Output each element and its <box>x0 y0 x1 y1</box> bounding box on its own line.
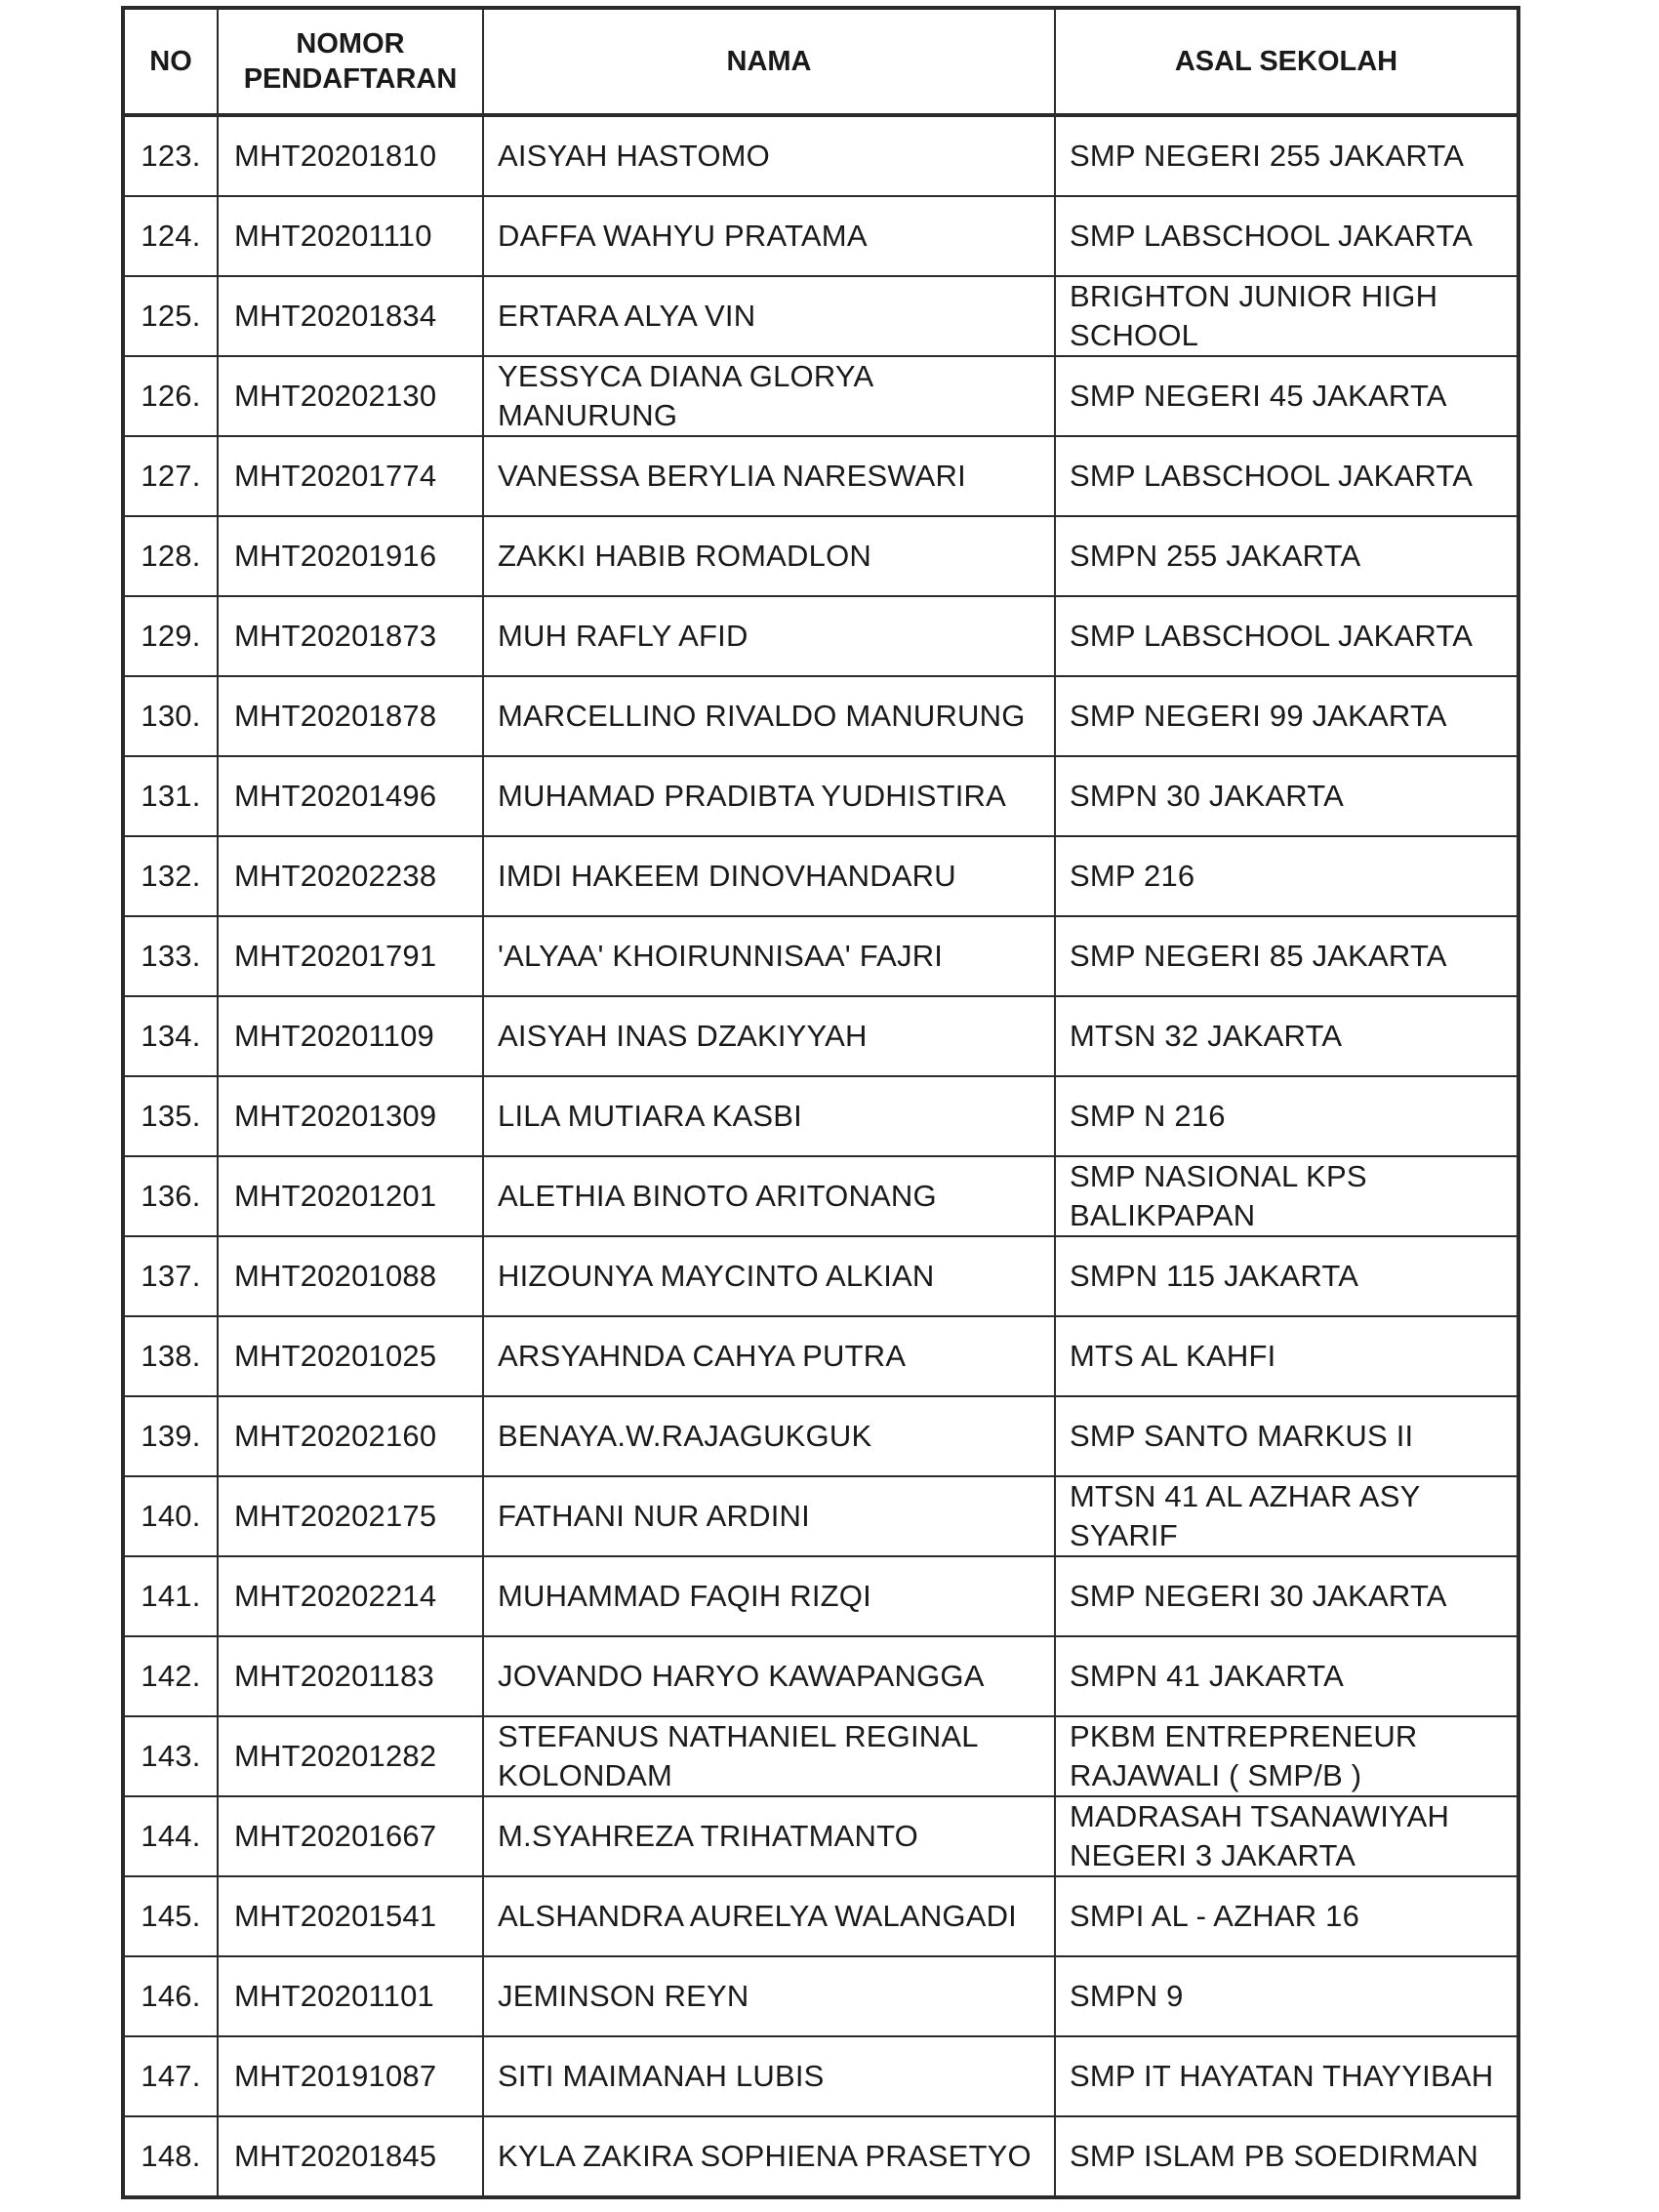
table-row <box>123 1796 1518 1876</box>
cell-no: 143. <box>123 1716 218 1796</box>
header-nomor-pendaftaran: NOMOR PENDAFTARAN <box>218 8 483 115</box>
cell-nama: STEFANUS NATHANIEL REGINAL KOLONDAM <box>483 1716 1055 1796</box>
table-row <box>123 516 1518 596</box>
table-row <box>123 1156 1518 1236</box>
cell-nomor-pendaftaran: MHT20202130 <box>218 356 483 436</box>
cell-no: 130. <box>123 676 218 756</box>
cell-asal-sekolah: MTSN 41 AL AZHAR ASY SYARIF <box>1055 1476 1518 1556</box>
cell-no: 128. <box>123 516 218 596</box>
cell-nama: VANESSA BERYLIA NARESWARI <box>483 436 1055 516</box>
header-nama: NAMA <box>483 8 1055 115</box>
cell-nama: HIZOUNYA MAYCINTO ALKIAN <box>483 1236 1055 1316</box>
table-row <box>123 1396 1518 1476</box>
cell-nomor-pendaftaran: MHT20201496 <box>218 756 483 836</box>
table-header <box>123 8 1518 115</box>
cell-asal-sekolah: SMP NASIONAL KPS BALIKPAPAN <box>1055 1156 1518 1236</box>
cell-asal-sekolah: SMP N 216 <box>1055 1076 1518 1156</box>
table-row <box>123 1076 1518 1156</box>
cell-nomor-pendaftaran: MHT20201791 <box>218 916 483 996</box>
cell-asal-sekolah: MTSN 32 JAKARTA <box>1055 996 1518 1076</box>
cell-nama: ALETHIA BINOTO ARITONANG <box>483 1156 1055 1236</box>
cell-nama: ARSYAHNDA CAHYA PUTRA <box>483 1316 1055 1396</box>
cell-nomor-pendaftaran: MHT20191087 <box>218 2036 483 2116</box>
cell-nama: JOVANDO HARYO KAWAPANGGA <box>483 1636 1055 1716</box>
cell-no: 138. <box>123 1316 218 1396</box>
cell-nama: FATHANI NUR ARDINI <box>483 1476 1055 1556</box>
table-row <box>123 1636 1518 1716</box>
cell-nomor-pendaftaran: MHT20202214 <box>218 1556 483 1636</box>
table-row <box>123 1236 1518 1316</box>
cell-asal-sekolah: MTS AL KAHFI <box>1055 1316 1518 1396</box>
cell-nomor-pendaftaran: MHT20201810 <box>218 115 483 196</box>
cell-nama: BENAYA.W.RAJAGUKGUK <box>483 1396 1055 1476</box>
cell-asal-sekolah: SMP LABSCHOOL JAKARTA <box>1055 196 1518 276</box>
cell-asal-sekolah: SMPN 41 JAKARTA <box>1055 1636 1518 1716</box>
cell-nama: MUHAMMAD FAQIH RIZQI <box>483 1556 1055 1636</box>
header-asal-sekolah: ASAL SEKOLAH <box>1055 8 1518 115</box>
cell-nomor-pendaftaran: MHT20201282 <box>218 1716 483 1796</box>
cell-nama: AISYAH HASTOMO <box>483 115 1055 196</box>
table-row <box>123 1716 1518 1796</box>
cell-asal-sekolah: SMPI AL - AZHAR 16 <box>1055 1876 1518 1956</box>
table-row <box>123 1316 1518 1396</box>
cell-no: 126. <box>123 356 218 436</box>
cell-no: 140. <box>123 1476 218 1556</box>
table-row <box>123 356 1518 436</box>
registration-table-container <box>121 6 1517 2199</box>
cell-no: 135. <box>123 1076 218 1156</box>
cell-nama: MUH RAFLY AFID <box>483 596 1055 676</box>
cell-nomor-pendaftaran: MHT20201109 <box>218 996 483 1076</box>
cell-nama: YESSYCA DIANA GLORYA MANURUNG <box>483 356 1055 436</box>
table-row <box>123 1476 1518 1556</box>
table-row <box>123 436 1518 516</box>
cell-no: 141. <box>123 1556 218 1636</box>
table-row <box>123 676 1518 756</box>
cell-no: 132. <box>123 836 218 916</box>
cell-asal-sekolah: SMP LABSCHOOL JAKARTA <box>1055 596 1518 676</box>
cell-asal-sekolah: SMP NEGERI 99 JAKARTA <box>1055 676 1518 756</box>
cell-no: 148. <box>123 2116 218 2197</box>
cell-asal-sekolah: SMP NEGERI 255 JAKARTA <box>1055 115 1518 196</box>
table-row <box>123 2036 1518 2116</box>
table-row <box>123 196 1518 276</box>
table-row <box>123 1956 1518 2036</box>
cell-nomor-pendaftaran: MHT20201110 <box>218 196 483 276</box>
cell-no: 134. <box>123 996 218 1076</box>
cell-asal-sekolah: MADRASAH TSANAWIYAH NEGERI 3 JAKARTA <box>1055 1796 1518 1876</box>
cell-nomor-pendaftaran: MHT20201845 <box>218 2116 483 2197</box>
cell-nama: ALSHANDRA AURELYA WALANGADI <box>483 1876 1055 1956</box>
cell-no: 136. <box>123 1156 218 1236</box>
cell-nomor-pendaftaran: MHT20201873 <box>218 596 483 676</box>
cell-no: 131. <box>123 756 218 836</box>
header-no: NO <box>123 8 218 115</box>
table-row <box>123 756 1518 836</box>
cell-nama: MARCELLINO RIVALDO MANURUNG <box>483 676 1055 756</box>
cell-no: 124. <box>123 196 218 276</box>
cell-nama: LILA MUTIARA KASBI <box>483 1076 1055 1156</box>
header-row <box>123 8 1518 115</box>
cell-no: 123. <box>123 115 218 196</box>
cell-nomor-pendaftaran: MHT20201834 <box>218 276 483 356</box>
cell-nomor-pendaftaran: MHT20201667 <box>218 1796 483 1876</box>
cell-nama: M.SYAHREZA TRIHATMANTO <box>483 1796 1055 1876</box>
cell-nomor-pendaftaran: MHT20201101 <box>218 1956 483 2036</box>
cell-nomor-pendaftaran: MHT20201088 <box>218 1236 483 1316</box>
cell-asal-sekolah: BRIGHTON JUNIOR HIGH SCHOOL <box>1055 276 1518 356</box>
cell-nomor-pendaftaran: MHT20202175 <box>218 1476 483 1556</box>
cell-no: 139. <box>123 1396 218 1476</box>
cell-asal-sekolah: SMP SANTO MARKUS II <box>1055 1396 1518 1476</box>
cell-no: 133. <box>123 916 218 996</box>
cell-asal-sekolah: SMP 216 <box>1055 836 1518 916</box>
cell-no: 144. <box>123 1796 218 1876</box>
cell-nomor-pendaftaran: MHT20201774 <box>218 436 483 516</box>
cell-no: 129. <box>123 596 218 676</box>
registration-table <box>121 6 1520 2199</box>
table-row <box>123 996 1518 1076</box>
cell-asal-sekolah: SMP NEGERI 85 JAKARTA <box>1055 916 1518 996</box>
cell-no: 125. <box>123 276 218 356</box>
cell-no: 127. <box>123 436 218 516</box>
cell-asal-sekolah: SMP NEGERI 45 JAKARTA <box>1055 356 1518 436</box>
cell-asal-sekolah: SMPN 255 JAKARTA <box>1055 516 1518 596</box>
cell-nomor-pendaftaran: MHT20201025 <box>218 1316 483 1396</box>
cell-nama: KYLA ZAKIRA SOPHIENA PRASETYO <box>483 2116 1055 2197</box>
cell-nama: SITI MAIMANAH LUBIS <box>483 2036 1055 2116</box>
cell-nomor-pendaftaran: MHT20201878 <box>218 676 483 756</box>
cell-nama: 'ALYAA' KHOIRUNNISAA' FAJRI <box>483 916 1055 996</box>
cell-nomor-pendaftaran: MHT20201201 <box>218 1156 483 1236</box>
cell-asal-sekolah: PKBM ENTREPRENEUR RAJAWALI ( SMP/B ) <box>1055 1716 1518 1796</box>
cell-nomor-pendaftaran: MHT20201309 <box>218 1076 483 1156</box>
cell-nama: ERTARA ALYA VIN <box>483 276 1055 356</box>
table-row <box>123 596 1518 676</box>
table-row <box>123 916 1518 996</box>
table-body <box>123 115 1518 2197</box>
cell-nomor-pendaftaran: MHT20201541 <box>218 1876 483 1956</box>
table-row <box>123 276 1518 356</box>
table-row <box>123 836 1518 916</box>
cell-no: 142. <box>123 1636 218 1716</box>
cell-no: 145. <box>123 1876 218 1956</box>
cell-no: 147. <box>123 2036 218 2116</box>
cell-asal-sekolah: SMP IT HAYATAN THAYYIBAH <box>1055 2036 1518 2116</box>
cell-no: 137. <box>123 1236 218 1316</box>
cell-asal-sekolah: SMPN 30 JAKARTA <box>1055 756 1518 836</box>
cell-nama: AISYAH INAS DZAKIYYAH <box>483 996 1055 1076</box>
table-row <box>123 115 1518 196</box>
cell-nama: JEMINSON REYN <box>483 1956 1055 2036</box>
cell-asal-sekolah: SMP LABSCHOOL JAKARTA <box>1055 436 1518 516</box>
table-row <box>123 2116 1518 2197</box>
table-row <box>123 1556 1518 1636</box>
cell-asal-sekolah: SMPN 115 JAKARTA <box>1055 1236 1518 1316</box>
cell-nomor-pendaftaran: MHT20201916 <box>218 516 483 596</box>
cell-nomor-pendaftaran: MHT20202238 <box>218 836 483 916</box>
cell-nomor-pendaftaran: MHT20201183 <box>218 1636 483 1716</box>
cell-nama: DAFFA WAHYU PRATAMA <box>483 196 1055 276</box>
cell-asal-sekolah: SMP NEGERI 30 JAKARTA <box>1055 1556 1518 1636</box>
cell-nama: IMDI HAKEEM DINOVHANDARU <box>483 836 1055 916</box>
cell-asal-sekolah: SMPN 9 <box>1055 1956 1518 2036</box>
cell-nama: MUHAMAD PRADIBTA YUDHISTIRA <box>483 756 1055 836</box>
cell-nama: ZAKKI HABIB ROMADLON <box>483 516 1055 596</box>
cell-nomor-pendaftaran: MHT20202160 <box>218 1396 483 1476</box>
cell-asal-sekolah: SMP ISLAM PB SOEDIRMAN <box>1055 2116 1518 2197</box>
cell-no: 146. <box>123 1956 218 2036</box>
table-row <box>123 1876 1518 1956</box>
